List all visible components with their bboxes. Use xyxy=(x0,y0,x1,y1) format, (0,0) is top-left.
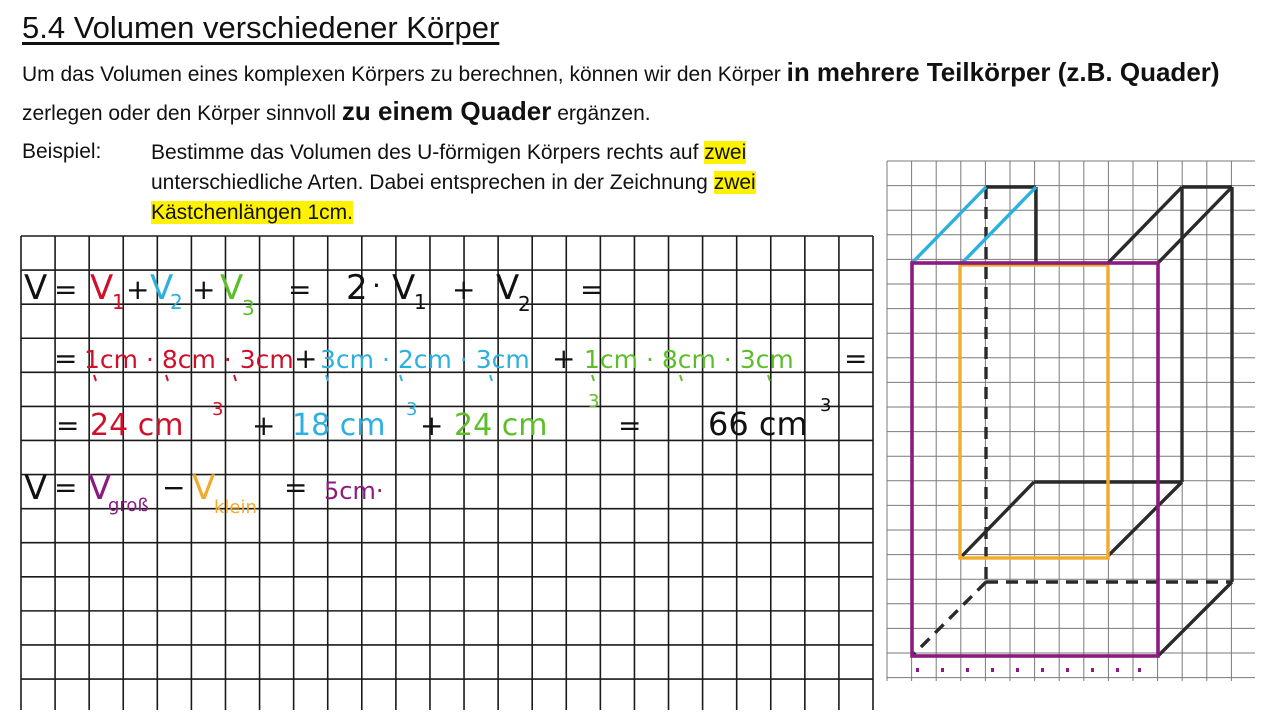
hidden-bottom-left-diag xyxy=(912,582,986,656)
line2-plus2: + xyxy=(552,342,576,375)
u-body-drawing xyxy=(886,160,1258,682)
dot xyxy=(916,668,919,672)
purple-dots xyxy=(916,668,1141,672)
line1-v: V xyxy=(24,268,48,308)
line3-red-exp: 3 xyxy=(212,399,224,420)
line1-v3: V xyxy=(220,268,244,308)
line1-dot: · xyxy=(372,269,381,302)
dot xyxy=(941,668,944,672)
mark-red-3 xyxy=(234,375,236,381)
line3-eq: = xyxy=(56,409,80,442)
line1-plus2: + xyxy=(192,273,216,306)
dot xyxy=(1091,668,1094,672)
line2-red: 1cm · 8cm · 3cm xyxy=(84,345,294,374)
line2-plus1: + xyxy=(294,342,318,375)
edge-bottom-right-diag xyxy=(1158,582,1232,656)
mark-blue-3 xyxy=(490,375,492,381)
calc-line-4 xyxy=(24,468,383,518)
line1-plus3: + xyxy=(452,273,476,306)
intro-bold-1: in mehrere Teilkörper (z.B. Quader) xyxy=(786,57,1220,87)
line4-eq2: = xyxy=(284,471,308,504)
line3-red: 24 cm xyxy=(90,408,184,443)
mark-green-3 xyxy=(768,375,770,381)
line4-sk: klein xyxy=(214,497,257,518)
mark-red-1 xyxy=(94,375,96,381)
calc-line-1 xyxy=(24,268,603,320)
intro-bold-2: zu einem Quader xyxy=(341,96,552,126)
line4-purple: 5cm· xyxy=(324,477,384,505)
calc-line-2 xyxy=(54,342,867,375)
mark-green-2 xyxy=(680,375,682,381)
line4-sg: groß xyxy=(108,495,149,516)
mark-green-1 xyxy=(592,375,594,381)
line1-s1b: 1 xyxy=(414,290,427,314)
task-highlight-1: zwei xyxy=(704,141,747,164)
line3-eq2: = xyxy=(618,409,642,442)
intro-text-3: ergänzen. xyxy=(551,102,651,125)
line4-minus: − xyxy=(162,471,186,504)
line1-v1b: V xyxy=(392,268,416,308)
line1-eq2: = xyxy=(288,273,312,306)
drawing-grid-lines xyxy=(887,161,1255,681)
line4-v: V xyxy=(24,468,48,508)
dot xyxy=(1066,668,1069,672)
line3-blue-exp: 3 xyxy=(406,399,418,420)
line1-s2: 2 xyxy=(170,290,183,314)
body-edges xyxy=(962,187,1232,656)
task-highlight-2: zwei Kästchenlängen 1cm. xyxy=(151,171,756,224)
dot xyxy=(1116,668,1119,672)
example-label: Beispiel: xyxy=(22,140,102,163)
line3-green: 24 cm xyxy=(454,408,548,443)
line1-s1: 1 xyxy=(112,290,125,314)
dot xyxy=(991,668,994,672)
intro-paragraph xyxy=(22,54,1272,132)
intro-text-2: zerlegen oder den Körper sinnvoll xyxy=(22,102,342,125)
line3-blue: 18 cm xyxy=(292,408,386,443)
line2-green: 1cm · 8cm · 3cm xyxy=(584,345,794,374)
line2-eq2: = xyxy=(844,342,868,375)
line3-plus2: + xyxy=(420,409,444,442)
edge-inner-floor-diag-2 xyxy=(1108,482,1182,556)
line1-v2: V xyxy=(150,268,174,308)
line2-blue: 3cm · 2cm · 3cm xyxy=(320,345,530,374)
line4-vg: V xyxy=(88,468,112,508)
line1-plus1: + xyxy=(126,273,150,306)
task-text-2: unterschiedliche Arten. Dabei entsprechen in der Zeichnung xyxy=(151,171,714,194)
blue-edges xyxy=(912,187,1036,263)
line3-plus1: + xyxy=(252,409,276,442)
edge-inner-floor-diag xyxy=(962,482,1034,556)
dot xyxy=(1016,668,1019,672)
dot xyxy=(966,668,969,672)
task-text-1: Bestimme das Volumen des U-förmigen Körpers rechts auf xyxy=(151,141,705,164)
line4-eq: = xyxy=(54,471,78,504)
line4-vk: V xyxy=(192,468,216,508)
line1-s2b: 2 xyxy=(518,292,531,316)
dot xyxy=(1138,668,1141,672)
mark-blue-2 xyxy=(400,375,402,381)
mark-red-2 xyxy=(166,375,168,381)
line1-v2b: V xyxy=(496,268,520,308)
line3-result-exp: 3 xyxy=(820,395,832,416)
line2-eq: = xyxy=(54,342,78,375)
line3-green-exp: 3 xyxy=(588,391,600,412)
line1-eq: = xyxy=(54,273,78,306)
dot xyxy=(1041,668,1044,672)
grid-lines xyxy=(21,236,873,710)
line1-two: 2 xyxy=(346,268,368,308)
intro-text-1: Um das Volumen eines komplexen Körpers zu berechnen, können wir den Körper xyxy=(22,63,787,86)
line1-v1: V xyxy=(90,268,114,308)
line1-eq3: = xyxy=(580,273,604,306)
example-task xyxy=(151,138,891,228)
line1-s3: 3 xyxy=(242,296,255,320)
line3-result: 66 cm xyxy=(708,405,808,443)
calc-line-3 xyxy=(56,391,831,443)
calculation-grid xyxy=(20,235,875,712)
page-title: 5.4 Volumen verschiedener Körper xyxy=(22,10,500,45)
